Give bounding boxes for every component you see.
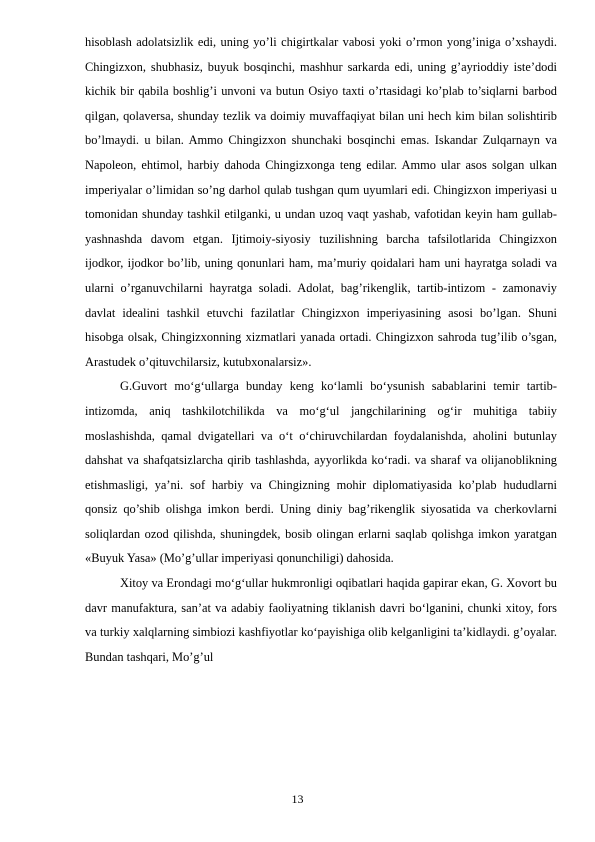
- paragraph-continued: hisoblash adolatsizlik edi, uning yo’li chigirtkalar vabosi yoki o’rmon yong’iniga o’xshaydi. Chingizxon, shubhasiz, buyuk bosqinchi, mashhur sarkarda edi, uning g’ayrioddiy iste’dodi kichik bir qabila boshlig’i unvoni va butun Osiyo taxti o’rtasidagi ko’plab to’siqlarni barbod qilgan, qolaversa, shunday tezlik va doimiy muvaffaqiyat bilan uni hech kim bilan solishtirib bo’lmaydi. u bilan. Ammo Chingizxon shunchaki bosqinchi emas. Iskandar Zulqarnayn va Napoleon, ehtimol, harbiy dahoda Chingizxonga teng edilar. Ammo ular asos solgan ulkan imperiyalar o’limidan so’ng darhol qulab tushgan qum uyumlari edi. Chingizxon imperiyasi u tomonidan shunday tashkil etilganki, u undan uzoq vaqt yashab, vafotidan keyin ham gullab-yashnashda davom etgan. Ijtimoiy-siyosiy tuzilishning barcha tafsilotlarida Chingizxon ijodkor, ijodkor bo’lib, uning qonunlari ham, ma’muriy qoidalari ham uni hayratga soladi va ularni o’rganuvchilarni hayratga soladi. Adolat, bag’rikenglik, tartib-intizom - zamonaviy davlat idealini tashkil etuvchi fazilatlar Chingizxon imperiyasining asosi bo’lgan. Shuni hisobga olsak, Chingizxonning xizmatlari yanada ortadi. Chingizxon sahroda tug’ilib o’sgan, Arastudek o’qituvchilarsiz, kutubxonalarsiz».: [85, 35, 557, 369]
- paragraph-xitoy-eron: Xitoy va Erondagi mo‘g‘ullar hukmronligi oqibatlari haqida gapirar ekan, G. Xovort bu davr manufaktura, san’at va adabiy faoliyatning tiklanish davri bo‘lganini, chunki xitoy, fors va turkiy xalqlarning simbiozi kashfiyotlar ko‘payishiga olib kelganligini ta’kidlaydi. g’oyalar. Bundan tashqari, Mo’g’ul: [85, 576, 557, 664]
- page-number: 13: [291, 792, 304, 806]
- body-text: [85, 30, 557, 669]
- paragraph-guvort: G.Guvort mo‘g‘ullarga bunday keng ko‘lamli bo‘ysunish sabablarini temir tartib-intizomda, aniq tashkilotchilikda va mo‘g‘ul jangchilarining og‘ir muhitiga tabiiy moslashishda, qamal dvigatellari va o‘t o‘chiruvchilardan foydalanishda, aholini butunlay dahshat va shafqatsizlarcha qirib tashlashda, ayyorlikda ko‘radi. va sharaf va olijanoblikning etishmasligi, ya’ni. sof harbiy va Chingizning mohir diplomatiyasida ko’plab hududlarni qonsiz qo’shib olishga imkon berdi. Uning diniy bag’rikenglik siyosatida va cherkovlarni soliqlardan ozod qilishda, shuningdek, bosib olingan erlarni saqlab qolishga imkon yaratgan «Buyuk Yasa» (Mo’g’ullar imperiyasi qonunchiligi) dahosida.: [85, 379, 557, 566]
